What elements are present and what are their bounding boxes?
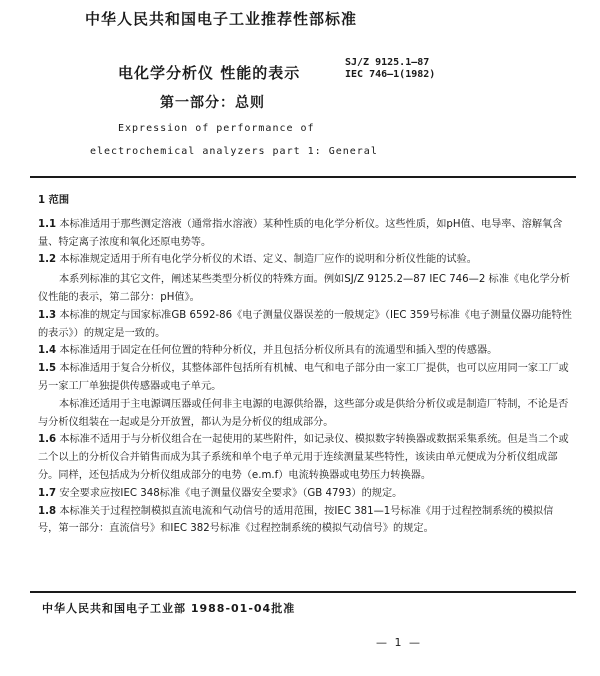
clause-text: 本标准还适用于主电源调压器或任何非主电源的电源供给器，这些部分或是供给分析仪或是制造厂特制，不论是否与分析仪组装在一起或是分开放置，都认为是分析仪的组成部分。 — [38, 398, 569, 428]
footer-divider — [30, 591, 576, 593]
english-title-line-2: electrochemical analyzers part 1: General — [90, 146, 378, 157]
clause-text: 本标准的规定与国家标准GB 6592-86《电子测量仪器误差的一般规定》（IEC 359号标准《电子测量仪器功能特性的表示》）的规定是一致的。 — [38, 309, 572, 339]
standard-code-sj: SJ/Z 9125.1—87 — [345, 57, 430, 68]
clause-number: 1.5 — [38, 363, 57, 375]
clause-text: 本标准适用于复合分析仪，其整体部件包括所有机械、电气和电子部分由一家工厂提供，也可以应用同一家工厂或另一家工厂单独提供传感器或电子单元。 — [38, 363, 569, 392]
clause-text: 本标准不适用于与分析仪组合在一起使用的某些附件，如记录仪、模拟数字转换器或数据采集系统。但是当二个或二个以上的分析仪合并销售而成为其子系统和单个电子单元用于连续测量某些特性，该读由单元便成为分析仪组成部分。同样，还包括成为分析仪组成部分的电势（e.m.f）电流转换器或电势压力转换器。 — [38, 434, 569, 481]
document-body — [38, 192, 573, 538]
clause-1-8 — [38, 503, 573, 539]
page-number: — 1 — — [376, 636, 422, 649]
clause-1-5-continued — [38, 396, 573, 432]
standard-code — [345, 57, 435, 81]
clause-1-2-continued — [38, 271, 573, 307]
clause-1-2 — [38, 251, 573, 269]
approval-statement: 中华人民共和国电子工业部 1988-01-04批准 — [42, 602, 296, 615]
clause-number: 1.2 — [38, 254, 57, 266]
section-heading: 1 范围 — [38, 195, 70, 206]
clause-number: 1.7 — [38, 487, 57, 499]
clause-1-1 — [38, 216, 573, 252]
document-title-cn: 电化学分析仪 性能的表示 — [118, 64, 301, 82]
english-title-line-1: Expression of performance of — [118, 123, 315, 134]
clause-text: 本标准适用于那些测定溶液（通常指水溶液）某种性质的电化学分析仪。这些性质，如pH值、电导率、溶解氧含量、特定离子浓度和氧化还原电势等。 — [38, 218, 563, 248]
header-divider — [30, 176, 576, 178]
clause-1-6 — [38, 431, 573, 484]
standard-body-title: 中华人民共和国电子工业推荐性部标准 — [85, 10, 358, 28]
clause-1-7 — [38, 485, 573, 503]
clause-text: 本系列标准的其它文件，阐述某些类型分析仪的特殊方面。例如SJ/Z 9125.2—87 IEC 746—2 标准《电化学分析仪性能的表示，第二部分：pH值》。 — [38, 274, 571, 303]
clause-text: 本标准适用于固定在任何位置的特种分析仪，并且包括分析仪所具有的流通型和插入型的传感器。 — [59, 345, 498, 357]
clause-1-3 — [38, 307, 573, 343]
clause-1-5 — [38, 360, 573, 396]
clause-number: 1.1 — [38, 218, 57, 230]
document-part-title: 第一部分：总则 — [160, 95, 265, 111]
clause-number: 1.6 — [38, 434, 57, 446]
clause-text: 本标准规定适用于所有电化学分析仪的术语、定义、制造厂应作的说明和分析仪性能的试验。 — [59, 254, 477, 266]
clause-number: 1.3 — [38, 309, 57, 321]
clause-text: 安全要求应按IEC 348标准《电子测量仪器安全要求》（GB 4793）的规定。 — [59, 487, 403, 499]
clause-text: 本标准关于过程控制模拟直流电流和气动信号的适用范围，按IEC 381—1号标准《用于过程控制系统的模拟信号，第一部分：直流信号》和IEC 382号标准《过程控制系统的模拟气动信号》的规定。 — [38, 505, 554, 535]
clause-number: 1.8 — [38, 505, 57, 517]
standard-code-iec: IEC 746—1(1982) — [345, 69, 436, 80]
clause-1-4 — [38, 342, 573, 360]
clause-number: 1.4 — [38, 345, 57, 357]
